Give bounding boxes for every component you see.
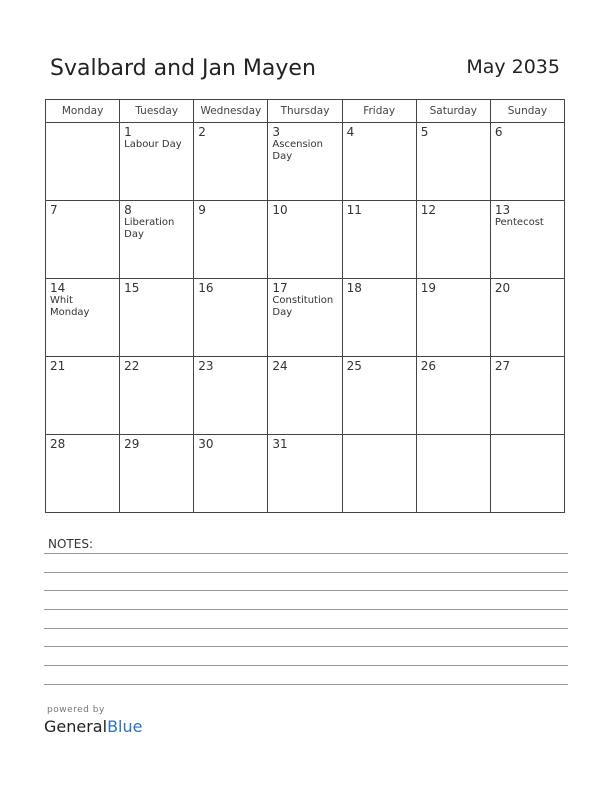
brand-general: General — [44, 717, 108, 736]
week-row — [46, 123, 565, 201]
notes-line — [44, 572, 568, 573]
day-cell — [268, 279, 342, 357]
holiday-label: Ascension Day — [272, 139, 323, 162]
day-cell — [46, 279, 120, 357]
day-number: 12 — [420, 203, 436, 217]
day-cell — [416, 123, 490, 201]
weekday-header: Saturday — [416, 100, 490, 123]
month-year: May 2035 — [466, 56, 560, 78]
day-number: 15 — [124, 281, 140, 295]
day-number: 5 — [420, 125, 429, 139]
day-number: 9 — [198, 203, 206, 217]
notes-line — [44, 609, 568, 610]
day-number: 4 — [346, 125, 355, 139]
day-number: 26 — [420, 359, 436, 373]
day-cell — [416, 279, 490, 357]
week-row — [46, 435, 565, 513]
holiday-label: Liberation Day — [124, 217, 175, 240]
day-cell — [490, 435, 564, 513]
day-cell — [194, 279, 268, 357]
notes-label: NOTES: — [48, 537, 93, 551]
day-cell — [46, 201, 120, 279]
day-number: 20 — [494, 281, 511, 295]
day-number: 19 — [420, 281, 436, 295]
day-cell — [416, 435, 490, 513]
day-cell — [120, 435, 194, 513]
day-number: 3 — [272, 125, 281, 139]
day-number: 27 — [494, 359, 511, 373]
day-number: 18 — [346, 281, 362, 295]
day-cell — [342, 279, 416, 357]
day-cell — [490, 123, 564, 201]
weekday-header: Wednesday — [194, 100, 268, 123]
day-number: 25 — [346, 359, 362, 373]
day-cell — [342, 201, 416, 279]
day-number: 21 — [50, 359, 66, 373]
day-cell — [416, 201, 490, 279]
day-cell — [194, 201, 268, 279]
day-cell — [490, 201, 564, 279]
day-cell — [342, 435, 416, 513]
day-cell — [268, 357, 342, 435]
notes-line — [44, 628, 568, 629]
day-cell — [490, 279, 564, 357]
day-cell — [268, 123, 342, 201]
day-cell — [342, 357, 416, 435]
weekday-header: Tuesday — [120, 100, 194, 123]
powered-by-text: powered by — [47, 705, 105, 715]
week-row — [46, 201, 565, 279]
day-number: 29 — [124, 437, 140, 451]
day-number: 1 — [124, 125, 132, 139]
day-number: 17 — [272, 281, 288, 295]
week-row — [46, 357, 565, 435]
holiday-label: Constitution Day — [272, 295, 334, 318]
day-number: 6 — [494, 125, 503, 139]
holiday-label: Whit Monday — [50, 295, 90, 318]
holiday-label: Labour Day — [124, 139, 182, 150]
day-number: 23 — [198, 359, 214, 373]
day-cell — [194, 123, 268, 201]
day-number: 14 — [50, 281, 66, 295]
day-cell — [268, 435, 342, 513]
day-number: 10 — [272, 203, 288, 217]
notes-line — [44, 684, 568, 685]
notes-line — [44, 665, 568, 666]
week-row — [46, 279, 565, 357]
day-number: 2 — [198, 125, 206, 139]
day-number: 11 — [346, 203, 362, 217]
day-cell — [194, 435, 268, 513]
day-cell — [120, 357, 194, 435]
calendar-title: Svalbard and Jan Mayen — [50, 56, 316, 81]
day-number: 28 — [50, 437, 66, 451]
day-number: 31 — [272, 437, 288, 451]
day-number: 7 — [50, 203, 58, 217]
calendar-grid — [45, 99, 565, 513]
day-cell — [342, 123, 416, 201]
day-cell — [120, 201, 194, 279]
day-cell — [268, 201, 342, 279]
weekday-header-row — [46, 100, 565, 123]
day-cell — [120, 279, 194, 357]
weekday-header: Sunday — [490, 100, 564, 123]
day-number: 13 — [494, 203, 511, 217]
day-cell — [490, 357, 564, 435]
day-cell — [46, 435, 120, 513]
day-number: 16 — [198, 281, 214, 295]
weekday-header: Thursday — [268, 100, 342, 123]
notes-line — [44, 553, 568, 554]
notes-line — [44, 646, 568, 647]
day-number: 8 — [124, 203, 132, 217]
notes-line — [44, 590, 568, 591]
day-cell — [46, 357, 120, 435]
brand-logo — [44, 717, 142, 736]
day-number: 30 — [198, 437, 214, 451]
holiday-label: Pentecost — [494, 217, 544, 228]
day-number: 24 — [272, 359, 288, 373]
day-cell — [416, 357, 490, 435]
brand-blue: Blue — [107, 717, 143, 736]
day-cell — [120, 123, 194, 201]
day-cell — [46, 123, 120, 201]
weekday-header: Friday — [342, 100, 416, 123]
day-number: 22 — [124, 359, 140, 373]
weekday-header: Monday — [46, 100, 120, 123]
day-cell — [194, 357, 268, 435]
